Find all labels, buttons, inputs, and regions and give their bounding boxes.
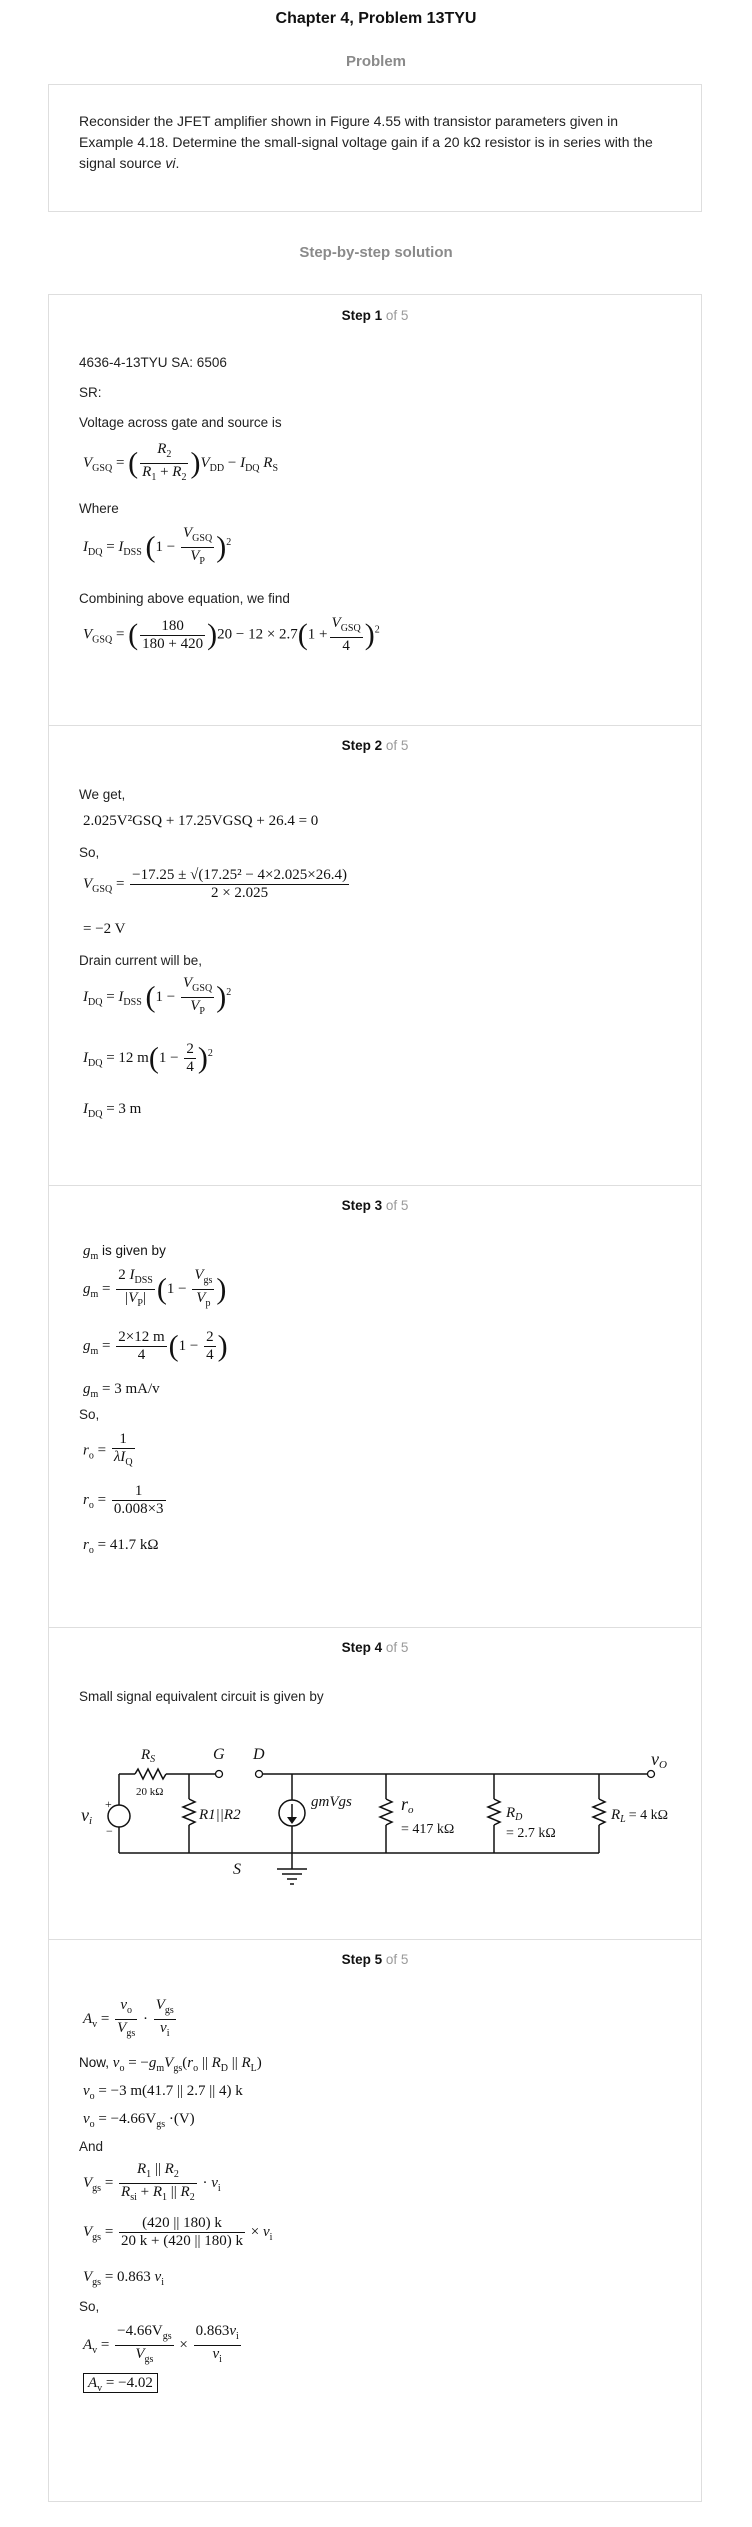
- eq-vgs-result-val: 0.863: [117, 2269, 151, 2285]
- problem-heading: Problem: [345, 53, 406, 70]
- eq-idq-definition: $I_{DQ} = I_{DSS}$ (1 − $\frac{V_{GSQ}}{V_P}$ )$^2$: [83, 525, 232, 567]
- step-2-header: [49, 738, 701, 753]
- step-5-header: [49, 1952, 701, 1967]
- step-3-of: of 5: [385, 1198, 409, 1213]
- rd-label: $R_D$: [506, 1805, 523, 1823]
- final-answer-box: $A_v = -4.02$: [83, 2373, 158, 2393]
- page-title: Chapter 4, Problem 13TYU: [275, 10, 477, 27]
- ro-value: = 417 kΩ: [401, 1822, 455, 1837]
- step-2: [49, 725, 701, 1185]
- step-2-so: So,: [79, 845, 100, 860]
- step-2-drain-text: Drain current will be,: [79, 953, 203, 968]
- eq-quadratic: 2.025V²GSQ + 17.25VGSQ + 26.4 = 0: [83, 813, 319, 829]
- eq-vo-result: $v_o = -4.66V_{gs} \cdot(V)$: [83, 2111, 195, 2130]
- step-5-and: And: [79, 2139, 104, 2154]
- r12-label: R1||R2: [199, 1807, 241, 1823]
- eq-180-den: 180 + 420: [142, 635, 204, 652]
- eq-vgsq-definition: $V_{GSQ}$ = ( $\frac{R_2}{R_1 + R_2}$ )$V_{DD} - I_{DQ}$ $R_S$: [83, 441, 278, 483]
- step-4-header: [49, 1640, 701, 1655]
- eq-four: 4: [342, 638, 350, 654]
- ro-label: ro: [401, 1794, 414, 1816]
- eq-gm-den: 4: [137, 1347, 146, 1363]
- eq-vo-unit: ·(V): [168, 2111, 195, 2127]
- step-3: [49, 1185, 701, 1627]
- step-1-text: Voltage across gate and source is: [79, 415, 282, 430]
- eq-vgsq-result: = −2 V: [83, 921, 126, 937]
- eq-av-num: −4.66V: [117, 2323, 163, 2339]
- step-4-label: Step 4: [341, 1640, 383, 1655]
- step-3-gm-intro: $g_m$ is given by: [83, 1243, 166, 1262]
- step-2-label: Step 2: [341, 738, 383, 753]
- eq-rest: 20 − 12 × 2.7: [217, 626, 298, 643]
- step-1-sr: SR:: [79, 385, 102, 400]
- eq-vgsq-num: −17.25 ± √(17.25² − 4×2.025×26.4): [132, 867, 347, 883]
- problem-text-main: Reconsider the JFET amplifier shown in Figure 4.55 with transistor parameters given in Example 4.18. Determine the small-signal voltage gain if a 20 kΩ resistor is in series with the signal source: [79, 113, 653, 171]
- gm-source-label: gmVgs: [311, 1794, 352, 1810]
- step-4-of: of 5: [385, 1640, 409, 1655]
- problem-text-end: .: [175, 155, 180, 171]
- step-5-of: of 5: [385, 1952, 409, 1967]
- drain-terminal: [256, 1771, 263, 1778]
- eq-ro-num2: 1: [112, 1483, 166, 1501]
- eq-gm-num: 2×12 m: [118, 1329, 165, 1345]
- eq-gm-result-val: 3 mA/v: [114, 1381, 160, 1397]
- final-answer-value: −4.02: [118, 2375, 153, 2391]
- problem-statement: [79, 111, 669, 174]
- eq-gm-numeric: $g_m$ = $\frac{2\times 12 m}{4}$ (1 − $\frac{2}{4}$ ): [83, 1329, 228, 1363]
- eq-ro-result: $r_o = 41.7$ kΩ: [83, 1537, 159, 1556]
- step-4-text: Small signal equivalent circuit is given by: [79, 1689, 324, 1704]
- step-1-combining: Combining above equation, we find: [79, 591, 290, 606]
- eq-idq-formula: $I_{DQ} = I_{DSS}$ (1 − $\frac{V_{GSQ}}{V_P}$ )$^2$: [83, 975, 232, 1017]
- eq-idq-val: 12 m: [118, 1049, 149, 1066]
- eq-vgs-num: (420 || 180) k: [119, 2215, 245, 2233]
- step-1-label: Step 1: [341, 308, 383, 323]
- eq-idq-result: $I_{DQ} = 3$ m: [83, 1101, 142, 1120]
- step-1: [49, 295, 701, 725]
- rs-value: 20 kΩ: [136, 1786, 164, 1798]
- eq-vgs-numeric: $V_{gs}$ = $\frac{(420 || 180) k}{20 k + (420 || 180) k}$ × $v_i$: [83, 2215, 273, 2249]
- step-3-label: Step 3: [341, 1198, 383, 1213]
- eq-one-plus: 1 +: [307, 626, 328, 643]
- gate-label: G: [213, 1746, 225, 1763]
- step-3-gm-text: is given by: [102, 1243, 166, 1258]
- gate-terminal: [216, 1771, 223, 1778]
- eq-idq-result-val: 3 m: [118, 1101, 142, 1117]
- solution-heading: Step-by-step solution: [299, 244, 453, 261]
- source-label: S: [233, 1861, 241, 1878]
- eq-ro-result-val: 41.7 kΩ: [109, 1537, 159, 1553]
- eq-vgs-formula: $V_{gs}$ = $\frac{R_1 || R_2}{R_{si} + R_1 || R_2}$ · $v_i$: [83, 2161, 221, 2203]
- vi-label: vi: [81, 1805, 93, 1827]
- drain-label: D: [253, 1746, 265, 1763]
- eq-vo-numeric: $v_o = -3$ m(41.7 || 2.7 || 4) k: [83, 2083, 243, 2102]
- source-minus-sign: −: [106, 1824, 113, 1838]
- eq-four-b: 4: [186, 1059, 194, 1075]
- eq-ro-den: 0.008×3: [113, 1501, 164, 1517]
- step-3-header: [49, 1198, 701, 1213]
- eq-180: 180: [140, 618, 205, 636]
- eq-vo-expression: Now, $v_o = -g_mV_{gs}(r_o$ || $R_D$ || $R_L$): [79, 2055, 262, 2074]
- rl-label: $R_L = 4$ kΩ: [611, 1807, 669, 1825]
- step-3-so: So,: [79, 1407, 100, 1422]
- step-1-header: [49, 308, 701, 323]
- eq-vgsq-combined: $V_{GSQ}$ = ( $\frac{180}{180 + 420}$ )20 − 12 × 2.7(1 + $\frac{V_{GSQ}}{4}$ )$^2$: [83, 615, 380, 654]
- problem-card: [48, 84, 702, 212]
- eq-vo-numeric-val: −3 m(41.7 || 2.7 || 4) k: [110, 2083, 243, 2099]
- eq-gm-formula: $g_m$ = $\frac{2 I_{DSS}}{|V_P|}$ (1 − $\frac{V_{gs}}{V_p}$ ): [83, 1267, 227, 1309]
- problem-text-var: vi: [165, 155, 176, 171]
- circuit-diagram: [49, 1707, 701, 1907]
- step-1-where: Where: [79, 501, 119, 516]
- eq-av-num2: 0.863: [195, 2323, 230, 2339]
- rd-value: = 2.7 kΩ: [506, 1826, 556, 1841]
- vo-label: vO: [651, 1749, 667, 1771]
- eq-av-definition: $A_v$ = $\frac{v_o}{V_{gs}}$ · $\frac{V_{gs}}{v_i}$: [83, 1997, 174, 2039]
- step-1-id-line: 4636-4-13TYU SA: 6506: [79, 355, 227, 370]
- step-5-so: So,: [79, 2299, 100, 2314]
- eq-gm-result: $g_m = 3$ mA/v: [83, 1381, 160, 1400]
- rs-label: $R_S$: [141, 1747, 156, 1765]
- eq-av-numeric: $A_v$ = $\frac{-4.66V_{gs}}{V_{gs}}$ × $\frac{0.863v_i}{v_i}$: [83, 2323, 239, 2365]
- eq-av-final: [83, 2375, 158, 2394]
- step-4: [49, 1627, 701, 1939]
- eq-vgs-den: 20 k + (420 || 180) k: [121, 2233, 244, 2249]
- eq-ro-formula: $r_o$ = $\frac{1}{\lambda I_Q}$: [83, 1431, 133, 1468]
- step-5: [49, 1939, 701, 2503]
- step-2-we-get: We get,: [79, 787, 126, 802]
- step-2-of: of 5: [385, 738, 409, 753]
- output-terminal: [648, 1771, 655, 1778]
- source-plus-sign: +: [105, 1797, 112, 1811]
- eq-two: 2: [186, 1041, 194, 1057]
- eq-vgsq-solution: $V_{GSQ}$ = $\frac{\text{−17.25 ± √(17.25² − 4×2.025×26.4)}}{2 \times 2.025}$: [83, 867, 347, 901]
- eq-idq-numeric: $I_{DQ} = 12$ m(1 − $\frac{2}{4}$ )$^2$: [83, 1041, 213, 1075]
- eq-vgs-result: $V_{gs} = 0.863$ $v_i$: [83, 2269, 164, 2288]
- eq-vo-result-val: −4.66V: [110, 2111, 157, 2127]
- eq-vgsq-den: 2 × 2.025: [210, 885, 269, 901]
- solution-card: [48, 294, 702, 2502]
- step-5-now: Now,: [79, 2055, 110, 2070]
- eq-ro-numeric: $r_o$ = $\frac{1}{0.008\times 3}$: [83, 1483, 164, 1517]
- eq-ro-num: 1: [112, 1431, 135, 1449]
- step-5-label: Step 5: [341, 1952, 383, 1967]
- step-1-of: of 5: [385, 308, 409, 323]
